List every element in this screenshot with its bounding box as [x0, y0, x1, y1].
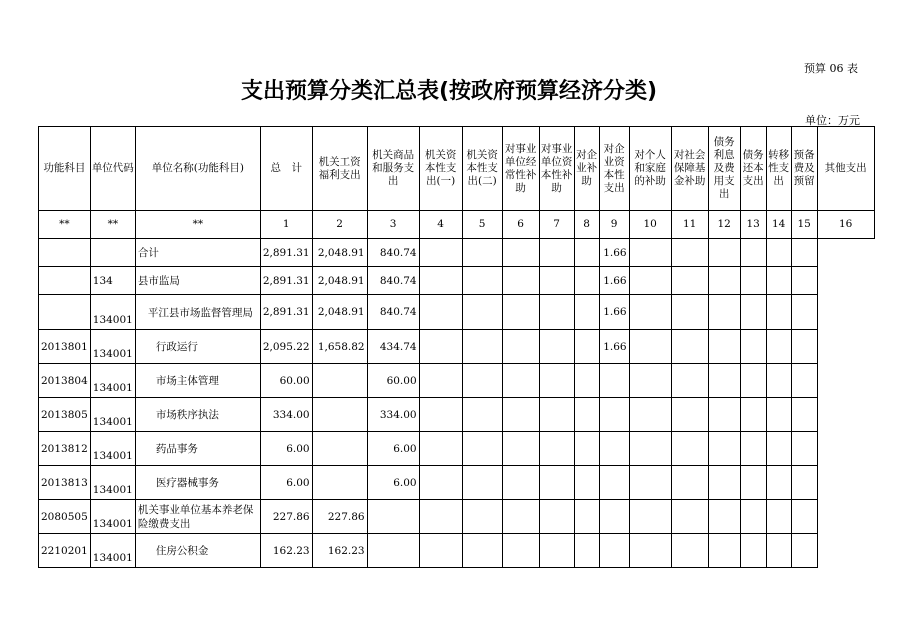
unit-code-cell: 134001 [90, 295, 135, 330]
column-header: 对企业补助 [574, 127, 599, 211]
empty-cell [502, 330, 539, 364]
form-number: 预算 06 表 [804, 62, 858, 75]
goods-cell: 334.00 [367, 398, 419, 432]
column-index: 14 [766, 211, 791, 239]
empty-cell [539, 534, 574, 568]
column-index: 13 [740, 211, 766, 239]
empty-cell [462, 239, 502, 267]
column-index: 8 [574, 211, 599, 239]
unit-code-cell: 134001 [90, 330, 135, 364]
empty-cell [462, 330, 502, 364]
empty-cell [791, 267, 817, 295]
wage-cell [312, 364, 367, 398]
empty-cell [791, 534, 817, 568]
personal-subsidy-cell [599, 364, 629, 398]
unit-name-cell: 机关事业单位基本养老保险缴费支出 [135, 500, 260, 534]
empty-cell [740, 295, 766, 330]
total-cell: 2,891.31 [260, 267, 312, 295]
personal-subsidy-cell [599, 500, 629, 534]
table-body [39, 239, 875, 568]
empty-cell [629, 295, 671, 330]
unit-label: 单位：万元 [805, 114, 860, 127]
empty-cell [539, 466, 574, 500]
empty-cell [766, 330, 791, 364]
empty-cell [539, 239, 574, 267]
empty-cell [629, 398, 671, 432]
column-header: 对事业单位经常性补助 [502, 127, 539, 211]
column-header: 预备费及预留 [791, 127, 817, 211]
empty-cell [671, 295, 708, 330]
empty-cell [419, 364, 462, 398]
personal-subsidy-cell: 1.66 [599, 267, 629, 295]
personal-subsidy-cell [599, 534, 629, 568]
table-row [39, 432, 875, 466]
empty-cell [708, 267, 740, 295]
empty-cell [740, 267, 766, 295]
empty-cell [502, 432, 539, 466]
wage-cell [312, 398, 367, 432]
func-code-cell: 2013813 [39, 466, 91, 500]
empty-cell [629, 267, 671, 295]
empty-cell [791, 330, 817, 364]
total-cell: 2,891.31 [260, 295, 312, 330]
func-code-cell [39, 295, 91, 330]
empty-cell [462, 432, 502, 466]
empty-cell [708, 330, 740, 364]
unit-name-cell: 医疗器械事务 [135, 466, 260, 500]
empty-cell [502, 364, 539, 398]
personal-subsidy-cell [599, 466, 629, 500]
empty-cell [708, 500, 740, 534]
empty-cell [629, 364, 671, 398]
empty-cell [462, 364, 502, 398]
personal-subsidy-cell [599, 398, 629, 432]
wage-cell: 2,048.91 [312, 267, 367, 295]
func-code-cell: 2013805 [39, 398, 91, 432]
column-header: 功能科目 [39, 127, 91, 211]
table-row [39, 398, 875, 432]
empty-cell [574, 534, 599, 568]
empty-cell [502, 466, 539, 500]
unit-code-cell: 134001 [90, 398, 135, 432]
empty-cell [502, 398, 539, 432]
unit-code-cell [90, 239, 135, 267]
empty-cell [539, 398, 574, 432]
empty-cell [671, 267, 708, 295]
goods-cell: 60.00 [367, 364, 419, 398]
empty-cell [708, 466, 740, 500]
empty-cell [671, 500, 708, 534]
empty-cell [629, 239, 671, 267]
column-index: ** [39, 211, 91, 239]
total-cell: 227.86 [260, 500, 312, 534]
table-row [39, 500, 875, 534]
empty-cell [671, 398, 708, 432]
unit-code-cell: 134001 [90, 534, 135, 568]
empty-cell [629, 500, 671, 534]
empty-cell [708, 239, 740, 267]
total-cell: 2,095.22 [260, 330, 312, 364]
goods-cell: 840.74 [367, 267, 419, 295]
empty-cell [574, 432, 599, 466]
wage-cell: 2,048.91 [312, 239, 367, 267]
unit-name-cell: 县市监局 [135, 267, 260, 295]
personal-subsidy-cell: 1.66 [599, 330, 629, 364]
table-row [39, 239, 875, 267]
empty-cell [740, 330, 766, 364]
empty-cell [574, 364, 599, 398]
empty-cell [502, 267, 539, 295]
index-row [39, 211, 875, 239]
empty-cell [419, 500, 462, 534]
func-code-cell: 2210201 [39, 534, 91, 568]
empty-cell [708, 432, 740, 466]
unit-code-cell: 134001 [90, 500, 135, 534]
empty-cell [574, 267, 599, 295]
empty-cell [462, 295, 502, 330]
wage-cell: 162.23 [312, 534, 367, 568]
total-cell: 6.00 [260, 432, 312, 466]
goods-cell: 434.74 [367, 330, 419, 364]
empty-cell [462, 267, 502, 295]
empty-cell [791, 432, 817, 466]
budget-table [38, 126, 875, 568]
personal-subsidy-cell: 1.66 [599, 295, 629, 330]
func-code-cell: 2013812 [39, 432, 91, 466]
column-header: 对事业单位资本性补助 [539, 127, 574, 211]
empty-cell [708, 398, 740, 432]
column-index: 16 [817, 211, 874, 239]
column-header: 机关工资福利支出 [312, 127, 367, 211]
empty-cell [502, 500, 539, 534]
empty-cell [419, 267, 462, 295]
unit-code-cell: 134001 [90, 432, 135, 466]
goods-cell: 6.00 [367, 432, 419, 466]
unit-name-cell: 平江县市场监督管理局 [135, 295, 260, 330]
empty-cell [539, 432, 574, 466]
column-header: 机关资本性支出(一) [419, 127, 462, 211]
empty-cell [539, 364, 574, 398]
goods-cell: 6.00 [367, 466, 419, 500]
table-row [39, 364, 875, 398]
unit-code-cell: 134 [90, 267, 135, 295]
table-row [39, 330, 875, 364]
empty-cell [539, 330, 574, 364]
wage-cell: 2,048.91 [312, 295, 367, 330]
column-index: ** [135, 211, 260, 239]
empty-cell [740, 466, 766, 500]
column-index: 12 [708, 211, 740, 239]
column-index: 10 [629, 211, 671, 239]
column-header: 机关商品和服务支出 [367, 127, 419, 211]
column-header: 单位代码 [90, 127, 135, 211]
empty-cell [462, 500, 502, 534]
empty-cell [671, 239, 708, 267]
column-index: 1 [260, 211, 312, 239]
empty-cell [791, 398, 817, 432]
column-index: 9 [599, 211, 629, 239]
column-header: 其他支出 [817, 127, 874, 211]
empty-cell [462, 398, 502, 432]
header-row [39, 127, 875, 211]
personal-subsidy-cell [599, 432, 629, 466]
wage-cell: 227.86 [312, 500, 367, 534]
unit-name-cell: 合计 [135, 239, 260, 267]
empty-cell [574, 398, 599, 432]
empty-cell [629, 534, 671, 568]
wage-cell [312, 432, 367, 466]
empty-cell [419, 466, 462, 500]
empty-cell [708, 534, 740, 568]
unit-name-cell: 行政运行 [135, 330, 260, 364]
empty-cell [502, 295, 539, 330]
column-header: 债务利息及费用支出 [708, 127, 740, 211]
empty-cell [766, 239, 791, 267]
table-row [39, 295, 875, 330]
column-index: 11 [671, 211, 708, 239]
goods-cell: 840.74 [367, 239, 419, 267]
empty-cell [539, 267, 574, 295]
empty-cell [766, 267, 791, 295]
table-row [39, 267, 875, 295]
unit-name-cell: 住房公积金 [135, 534, 260, 568]
unit-code-cell: 134001 [90, 466, 135, 500]
empty-cell [791, 239, 817, 267]
empty-cell [766, 295, 791, 330]
table-row [39, 534, 875, 568]
goods-cell: 840.74 [367, 295, 419, 330]
goods-cell [367, 534, 419, 568]
personal-subsidy-cell: 1.66 [599, 239, 629, 267]
goods-cell [367, 500, 419, 534]
unit-name-cell: 市场秩序执法 [135, 398, 260, 432]
empty-cell [539, 500, 574, 534]
empty-cell [766, 398, 791, 432]
empty-cell [462, 534, 502, 568]
column-index: 2 [312, 211, 367, 239]
func-code-cell: 2013801 [39, 330, 91, 364]
column-index: ** [90, 211, 135, 239]
column-index: 7 [539, 211, 574, 239]
column-header: 对社会保障基金补助 [671, 127, 708, 211]
empty-cell [574, 295, 599, 330]
empty-cell [740, 500, 766, 534]
column-index: 15 [791, 211, 817, 239]
func-code-cell [39, 239, 91, 267]
empty-cell [740, 534, 766, 568]
empty-cell [766, 534, 791, 568]
empty-cell [671, 534, 708, 568]
empty-cell [419, 432, 462, 466]
total-cell: 162.23 [260, 534, 312, 568]
empty-cell [671, 432, 708, 466]
wage-cell [312, 466, 367, 500]
total-cell: 60.00 [260, 364, 312, 398]
empty-cell [708, 364, 740, 398]
unit-name-cell: 市场主体管理 [135, 364, 260, 398]
empty-cell [671, 364, 708, 398]
unit-name-cell: 药品事务 [135, 432, 260, 466]
empty-cell [791, 500, 817, 534]
column-index: 4 [419, 211, 462, 239]
func-code-cell: 2080505 [39, 500, 91, 534]
empty-cell [708, 295, 740, 330]
empty-cell [740, 398, 766, 432]
empty-cell [502, 239, 539, 267]
empty-cell [462, 466, 502, 500]
column-header: 总 计 [260, 127, 312, 211]
wage-cell: 1,658.82 [312, 330, 367, 364]
empty-cell [419, 534, 462, 568]
column-header: 单位名称(功能科目) [135, 127, 260, 211]
empty-cell [740, 432, 766, 466]
total-cell: 2,891.31 [260, 239, 312, 267]
empty-cell [539, 295, 574, 330]
column-index: 5 [462, 211, 502, 239]
column-header: 机关资本性支出(二) [462, 127, 502, 211]
empty-cell [766, 432, 791, 466]
empty-cell [574, 239, 599, 267]
empty-cell [419, 330, 462, 364]
empty-cell [740, 239, 766, 267]
empty-cell [671, 330, 708, 364]
empty-cell [629, 466, 671, 500]
empty-cell [419, 398, 462, 432]
column-index: 6 [502, 211, 539, 239]
empty-cell [791, 466, 817, 500]
func-code-cell: 2013804 [39, 364, 91, 398]
page-title: 支出预算分类汇总表(按政府预算经济分类) [240, 79, 658, 104]
empty-cell [574, 500, 599, 534]
empty-cell [791, 364, 817, 398]
unit-code-cell: 134001 [90, 364, 135, 398]
empty-cell [740, 364, 766, 398]
column-index: 3 [367, 211, 419, 239]
empty-cell [574, 466, 599, 500]
empty-cell [766, 466, 791, 500]
empty-cell [419, 295, 462, 330]
column-header: 债务还本支出 [740, 127, 766, 211]
empty-cell [502, 534, 539, 568]
total-cell: 334.00 [260, 398, 312, 432]
empty-cell [419, 239, 462, 267]
empty-cell [671, 466, 708, 500]
empty-cell [629, 432, 671, 466]
empty-cell [766, 364, 791, 398]
column-header: 对个人和家庭的补助 [629, 127, 671, 211]
empty-cell [766, 500, 791, 534]
total-cell: 6.00 [260, 466, 312, 500]
empty-cell [574, 330, 599, 364]
column-header: 转移性支出 [766, 127, 791, 211]
column-header: 对企业资本性支出 [599, 127, 629, 211]
table-row [39, 466, 875, 500]
empty-cell [791, 295, 817, 330]
empty-cell [629, 330, 671, 364]
func-code-cell [39, 267, 91, 295]
